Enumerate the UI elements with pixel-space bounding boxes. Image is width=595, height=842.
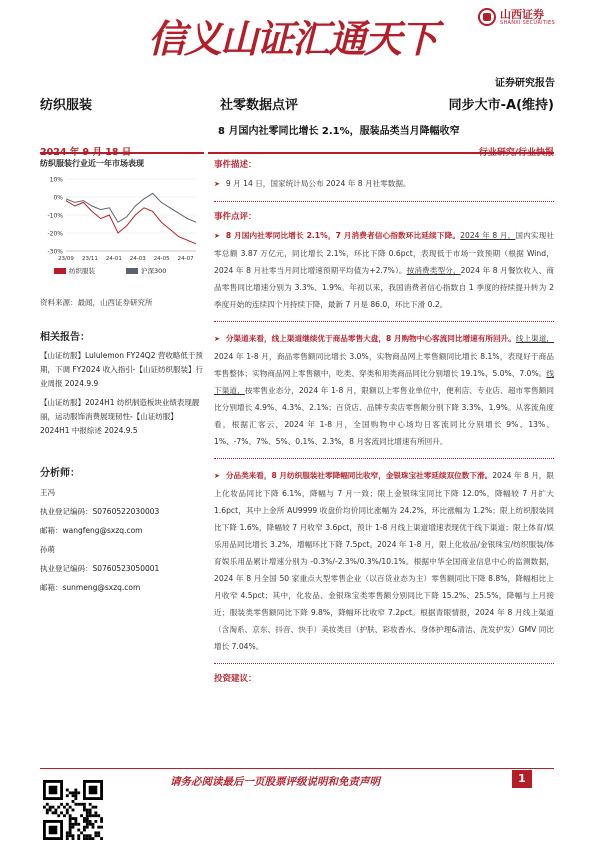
bullet-triangle-icon: ➤ [214,180,220,188]
report-category: 行业研究/行业快报 [478,148,554,158]
analyst-email[interactable]: 邮箱：wangfeng@sxzq.com [40,526,143,535]
divider [214,321,554,322]
p1-link: 2024 年 8 月， [460,231,516,240]
legend-swatch [126,268,138,274]
chart-source: 资料来源：最闻，山西证券研究所 [40,298,153,307]
advice-title: 投资建议： [214,674,257,684]
x-tick-label: 24-03 [129,256,146,262]
title-row [40,94,554,114]
chart-title: 纺织服装行业近一年市场表现 [40,159,144,168]
y-tick-label: 10% [49,176,63,184]
x-tick-label: 23/09 [58,256,74,262]
left-column [40,158,204,597]
y-tick-label: 0% [53,194,63,202]
page-number: 1 [512,770,532,788]
event-paragraph [214,175,554,193]
right-column [214,158,554,689]
bullet-triangle-icon: ➤ [214,472,220,480]
logo-en: SHANXI SECURITIES [500,20,555,26]
analyst-name: 孙萌 [40,545,55,554]
bullet-triangle-icon: ➤ [214,232,220,240]
p2-bold: 分渠道来看，线上渠道继续优于商品零售大盘，8 月购物中心客流同比增速有所回升。 [225,334,516,343]
y-tick-label: -10% [47,212,63,220]
analyst-email[interactable]: 邮箱：sunmeng@sxzq.com [40,583,141,592]
p3-bold: 分品类来看，8 月纺织服装社零降幅同比收窄，金银珠宝社零延续双位数下滑。 [225,471,493,480]
industry-label: 纺织服装 [40,98,93,113]
series-line [66,201,196,244]
p2-link: 线上渠道， [515,334,554,343]
x-tick-label: 24-05 [153,256,170,262]
analysts-title: 分析师： [40,468,80,479]
ref-item[interactable]: 【山证纺服】2024H1 纺织制造板块业绩表现靓丽，运动服饰消费展现韧性-【山证纺服】2024H1 中报综述 2024.9.5 [40,398,200,435]
chart-svg [40,173,204,291]
report-date: 2024 年 9 月 18 日 [40,147,132,158]
comment-title: 事件点评： [214,212,257,222]
paragraph-1 [214,227,554,313]
footer-disclaimer[interactable]: 请务必阅读最后一页股票评级说明和免责声明 [170,776,380,788]
bullet-triangle-icon: ➤ [214,335,220,343]
logo-mark-icon [478,8,496,26]
legend-label: 沪深300 [141,267,167,275]
y-tick-label: -30% [47,248,63,256]
p1-text2: 2024 年 8 月餐饮收入、商品零售同比增速分别为 3.3%、1.9%。年初以来，我国消费者信心指数自 1 季度的持续提升转为 2 季度开始的连续四个月持续下降，最新 7 月是 86.0，环比下滑 0.2。 [214,266,554,309]
footer-line [40,768,554,769]
company-logo [478,6,578,28]
rating: 同步大市-A(维持) [448,98,554,113]
x-tick-label: 23/11 [81,256,98,262]
legend-label: 纺织服装 [69,267,95,275]
slogan: 信义山证汇通天下 [148,16,437,61]
category-bar [208,140,554,158]
event-title: 事件描述： [214,160,257,170]
refs-title: 相关报告： [40,332,90,343]
qr-code-icon [43,780,103,840]
p3-text: 2024 年 8 月，限上化妆品同比下降 6.1%，降幅与 7 月一致；限上金银珠宝同比下降 12.0%，降幅较 7 月扩大 1.6pct，其中上金所 AU9999 收盘价均价同比涨幅为 24.2%，环比涨幅为 1.2%；限上纺织服装同比下降 1.6%，降幅较 7 月收窄 3.6pct，预计 1-8 月线上渠道增速表现优于线下渠道；限上体育/娱乐用品同比增长 3.2%，增幅环比下降 7.5pct。2024 年 1-8 月，限上化妆品/金银珠宝/纺织服装/体育娱乐用品累计增速分别为 -0.3%/-2.3%/0.3%/10.1%。根据中华全国商业信息中心的监测数据，2024 年 8 月全国 50 家重点大型零售企业（以百货业态为主）零售额同比下降 8.8%，降幅相比上月收窄 4.5pct；其中，化妆品、金银珠宝类零售额分别同比下降 15.2%、25.5%，降幅与上月接近；服装类零售额同比下降 9.8%，降幅环比收窄 7.2pct。根据青眼情报，2024 年 8 月线上渠道（含淘系、京东、抖音、快手）美妆类目（护肤、彩妆香水、身体护理&清洁、洗发护发）GMV 同比增长 7.04%。 [214,471,554,651]
analyst-cert: 执业登记编码：S0760523050001 [40,564,160,573]
p2-link2: 线下渠道， [214,369,554,395]
date-bar [40,140,204,158]
event-text: 9 月 14 日，国家统计局公布 2024 年 8 月社零数据。 [225,179,411,188]
headline: 8 月国内社零同比增长 2.1%，服装品类当月降幅收窄 [218,126,460,137]
p1-link2: 按消费类型分， [406,266,461,275]
divider [214,458,554,459]
p1-bold: 8 月国内社零同比增长 2.1%，7 月消费者信心指数环比延续下降。 [225,231,461,240]
series-line [66,193,196,222]
report-type: 证券研究报告 [495,78,555,89]
ref-item[interactable]: 【山证纺服】Lululemon FY24Q2 营收略低于预期，下调 FY2024 收入指引-【山证纺织服装】行业周报 2024.9.9 [40,351,203,388]
paragraph-2 [214,330,554,450]
y-tick-label: -20% [47,230,63,238]
p2-text: 2024 年 1-8 月，商品零售额同比增长 3.0%，实物商品网上零售额同比增长 8.1%，表现好于商品零售整体；实物商品网上零售额中，吃类、穿类和用类商品同比分别增长 19.1%、5.0%、7.0%。 [214,352,554,378]
p1-text: 国内实现社零总额 3.87 万亿元，同比增长 2.1%，环比下降 0.6pct，表现低于市场一致预期（根据 Wind，2024 年 8 月社零当月同比增速预期平均值为+2.7%）。 [214,231,555,275]
x-tick-label: 24-01 [105,256,122,262]
logo-cn: 山西证券 [500,8,544,21]
paragraph-3 [214,467,554,655]
divider [214,201,554,202]
divider [214,663,554,664]
legend-swatch [54,268,66,274]
report-kind: 社零数据点评 [220,98,299,113]
analyst-cert: 执业登记编码：S0760522030003 [40,507,160,516]
p2-text2: 按零售业态分，2024 年 1-8 月，限额以上零售业单位中，便利店、专业店、超市零售额同比分别增长 4.9%、4.3%、2.1%；百货店、品牌专卖店零售额分别下降 3.3%、1.9%。从客流角度看，根据汇客云，2024 年 1-8 月，全国购物中心场均日客流同比分别增长 9%、13%、1%、-7%、7%、5%、0.1%、2.3%，8 月客流同比增速有所回升。 [214,386,555,446]
analyst-name: 王冯 [40,488,55,497]
market-chart [40,173,204,291]
x-tick-label: 24-07 [177,256,194,262]
